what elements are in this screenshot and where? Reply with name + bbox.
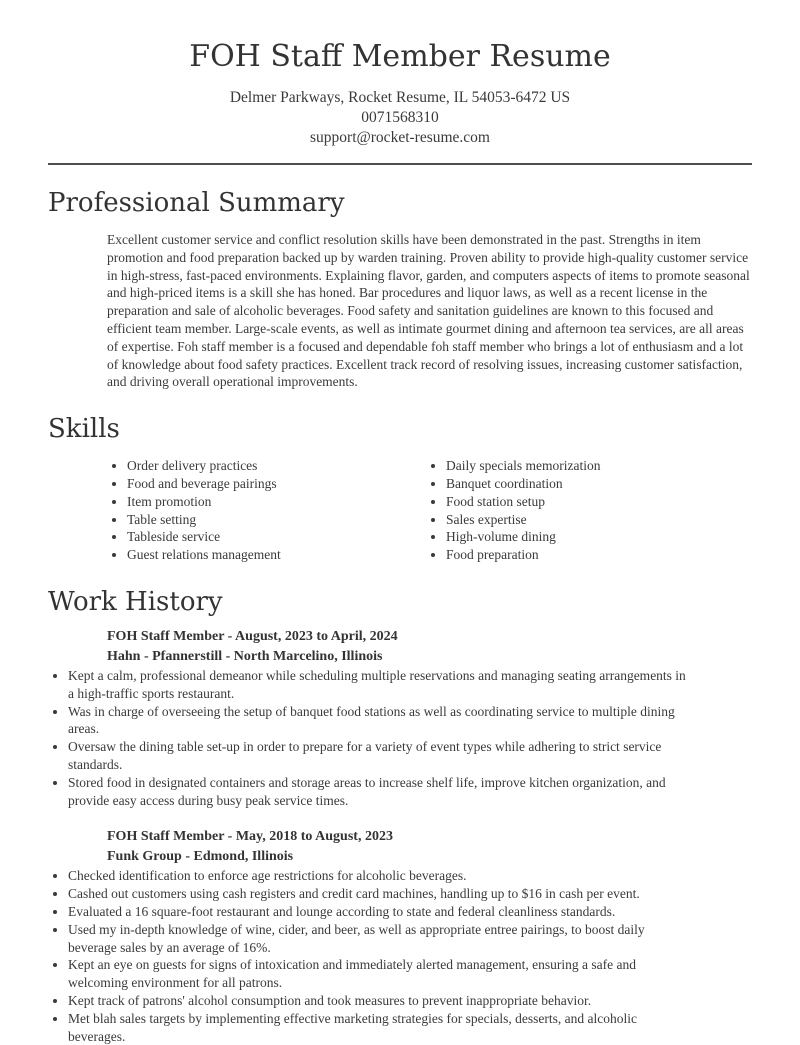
skill-item: • Food and beverage pairings [127,475,426,493]
resume-header [48,38,752,148]
contact-address: Delmer Parkways, Rocket Resume, IL 54053-6472 US [229,89,571,106]
job-entry-2 [48,827,752,1045]
job-header [107,627,752,667]
skill-item: • High-volume dining [446,528,746,546]
job-duty: • Oversaw the dining table set-up in order to prepare for a variety of event types while adhering to strict service standards. [68,738,693,774]
skill-item: • Table setting [127,511,426,529]
job-entry-1 [48,627,752,809]
job-duty: • Kept track of patrons' alcohol consumption and took measures to prevent inappropriate behavior. [68,992,693,1010]
job-duty: • Evaluated a 16 square-foot restaurant and lounge according to state and federal cleanliness standards. [68,903,693,921]
skills-column-left [107,457,426,564]
resume-title: FOH Staff Member Resume [189,39,611,74]
contact-email: support@rocket-resume.com [310,129,490,146]
skill-item: • Daily specials memorization [446,457,746,475]
skill-item: • Tableside service [127,528,426,546]
job-title: FOH Staff Member - August, 2023 to April, 2024 [107,628,398,644]
summary-paragraph: Excellent customer service and conflict resolution skills have been demonstrated in the past. Strengths in item promotion and food preparation backed up by warden training. Proven ability to provide high-quality customer service in high-stress, fast-paced environments. Explaining flavor, garden, and computers aspects of items to promote seasonal and high-priced items is a skill she has honed. Bar procedures and liquor laws, as well as a recent license in the preparation and sale of alcoholic beverages. Food safety and sanitation guidelines are known to this focused and efficient team member. Large-scale events, as well as intimate gourmet dining and afternoon tea services, are all areas of expertise. Foh staff member is a focused and dependable foh staff member who brings a lot of enthusiasm and a lot of knowledge about food safety practices. Excellent track record of resolving issues, increasing customer satisfaction, and driving overall operational improvements. [107,232,750,390]
skill-item: • Food station setup [446,493,746,511]
job-duty: • Kept a calm, professional demeanor while scheduling multiple reservations and managing seating arrangements in a high-traffic sports restaurant. [68,667,693,703]
skill-item: • Guest relations management [127,546,426,564]
section-skills [48,412,752,564]
skill-item: • Food preparation [446,546,746,564]
skill-item: • Banquet coordination [446,475,746,493]
section-work-history [48,585,752,1045]
skill-item: • Sales expertise [446,511,746,529]
section-professional-summary [48,186,752,391]
skill-item: • Item promotion [127,493,426,511]
job-duties-list [48,667,693,809]
job-duty: • Cashed out customers using cash registers and credit card machines, handling up to $16 in cash per event. [68,885,693,903]
skill-item: • Order delivery practices [127,457,426,475]
job-company: Funk Group - Edmond, Illinois [107,849,294,865]
skills-columns [107,457,752,564]
skills-column-right [426,457,746,564]
job-duty: • Used my in-depth knowledge of wine, cider, and beer, as well as appropriate entree pairings, to boost daily beverage sales by an average of 16%. [68,921,693,957]
job-company: Hahn - Pfannerstill - North Marcelino, Illinois [107,648,383,664]
job-duty: • Stored food in designated containers and storage areas to increase shelf life, improve kitchen organization, and provide easy access during busy peak service times. [68,774,693,810]
job-duty: • Kept an eye on guests for signs of intoxication and immediately alerted management, ensuring a safe and welcoming environment for all patrons. [68,956,693,992]
job-title: FOH Staff Member - May, 2018 to August, 2023 [107,829,393,845]
job-duties-list [48,867,693,1045]
section-heading-professional-summary: Professional Summary [48,188,345,218]
job-duty: • Was in charge of overseeing the setup of banquet food stations as well as coordinating service to multiple dining areas. [68,703,693,739]
header-divider [48,163,752,165]
job-duty: • Checked identification to enforce age restrictions for alcoholic beverages. [68,867,693,885]
section-heading-skills: Skills [48,414,120,445]
job-header [107,827,752,867]
contact-phone: 0071568310 [361,109,439,126]
section-heading-work-history: Work History [48,586,223,617]
job-duty: • Met blah sales targets by implementing effective marketing strategies for specials, desserts, and alcoholic beverages. [68,1010,693,1045]
